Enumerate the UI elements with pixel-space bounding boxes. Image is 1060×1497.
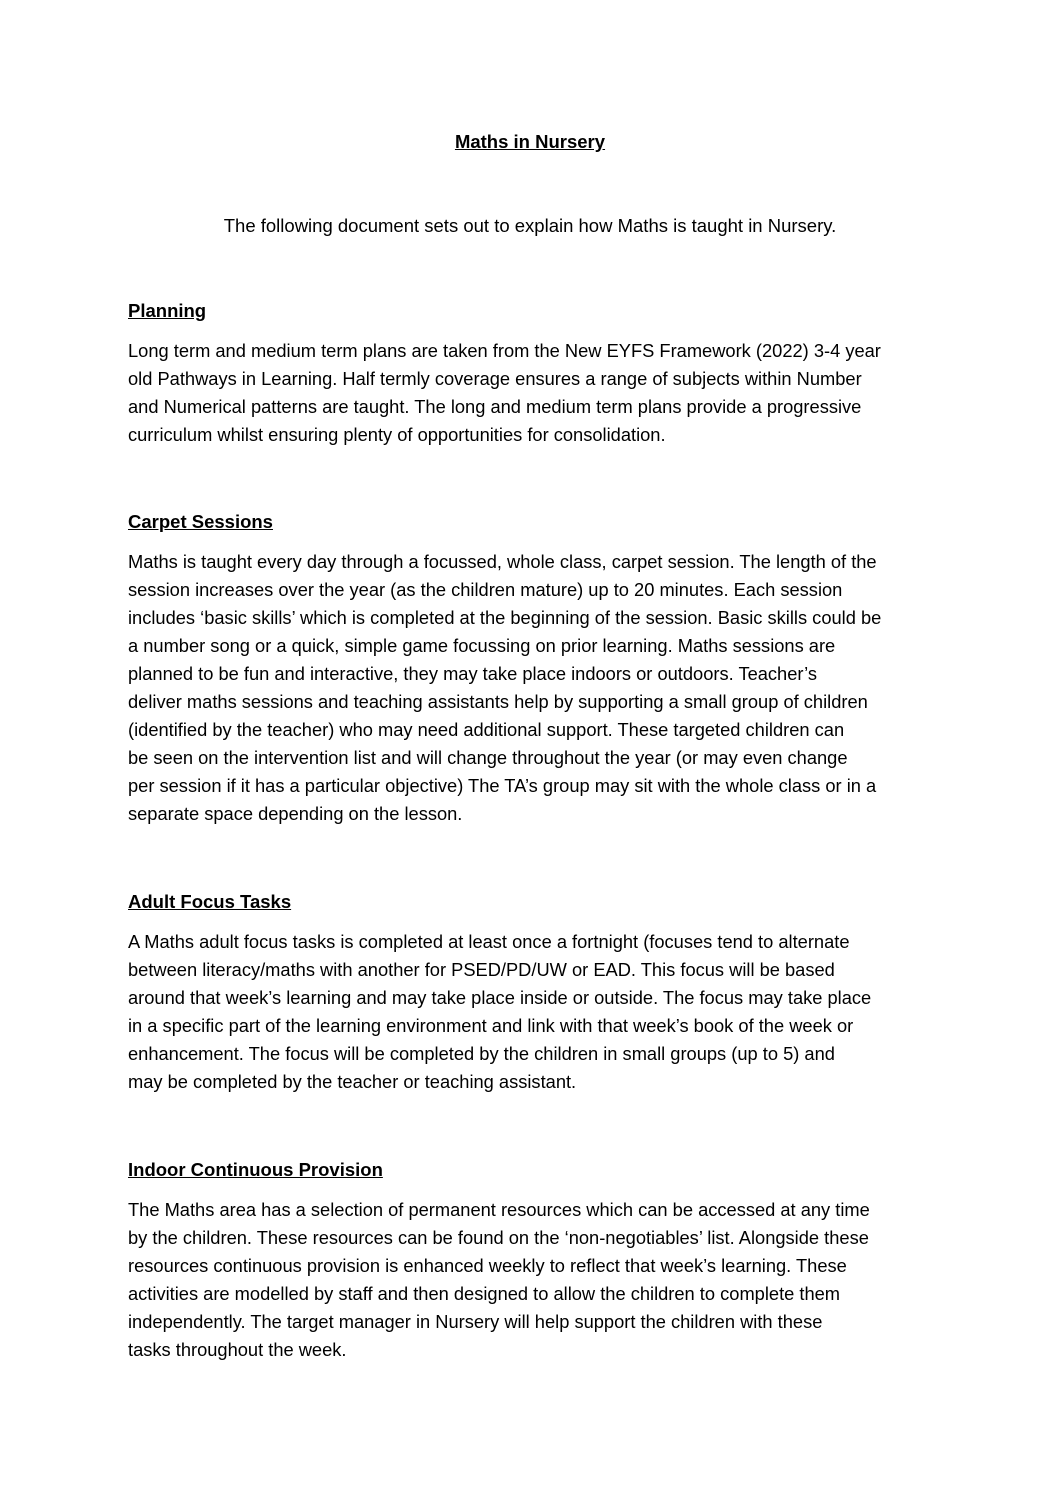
section-heading-adult-focus-tasks: Adult Focus Tasks <box>128 891 292 912</box>
section-body-adult-focus-tasks: A Maths adult focus tasks is completed at least once a fortnight (focuses tend to alternate between literacy/maths with another for PSED/PD/UW or EAD. This focus will be based around that week’s learning and may take place inside or outside. The focus may take place in a specific part of the learning environment and link with that week’s book of the week or enhancement. The focus will be completed by the children in small groups (up to 5) and may be completed by the teacher or teaching assistant. <box>128 931 872 1092</box>
section-heading-planning: Planning <box>128 300 207 321</box>
section-body-planning: Long term and medium term plans are taken from the New EYFS Framework (2022) 3-4 year old Pathways in Learning. Half termly coverage ensures a range of subjects within Number and Numerical patterns are taught. The long and medium term plans provide a progressive curriculum whilst ensuring plenty of opportunities for consolidation. <box>128 340 881 445</box>
section-body-carpet-sessions: Maths is taught every day through a focussed, whole class, carpet session. The length of the session increases over the year (as the children mature) up to 20 minutes. Each session includes ‘basic skills’ which is completed at the beginning of the session. Basic skills could be a number song or a quick, simple game focussing on prior learning. Maths sessions are planned to be fun and interactive, they may take place indoors or outdoors. Teacher’s deliver maths sessions and teaching assistants help by supporting a small group of children (identified by the teacher) who may need additional support. These targeted children can be seen on the intervention list and will change throughout the year (or may even change per session if it has a particular objective) The TA’s group may sit with the whole class or in a separate space depending on the lesson. <box>128 551 882 824</box>
section-body-indoor-continuous-provision: The Maths area has a selection of permanent resources which can be accessed at any time by the children. These resources can be found on the ‘non-negotiables’ list. Alongside these resources continuous provision is enhanced weekly to reflect that week’s learning. These activities are modelled by staff and then designed to allow the children to complete them independently. The target manager in Nursery will help support the children with these tasks throughout the week. <box>128 1199 870 1360</box>
section-heading-indoor-continuous-provision: Indoor Continuous Provision <box>128 1159 383 1180</box>
section-heading-carpet-sessions: Carpet Sessions <box>128 511 273 532</box>
section-adult-focus-tasks <box>128 890 938 1096</box>
document-intro: The following document sets out to explain how Maths is taught in Nursery. <box>223 215 837 236</box>
section-indoor-continuous-provision <box>128 1158 938 1364</box>
section-carpet-sessions <box>128 510 938 828</box>
section-planning <box>128 299 938 449</box>
document-title: Maths in Nursery <box>454 131 606 152</box>
